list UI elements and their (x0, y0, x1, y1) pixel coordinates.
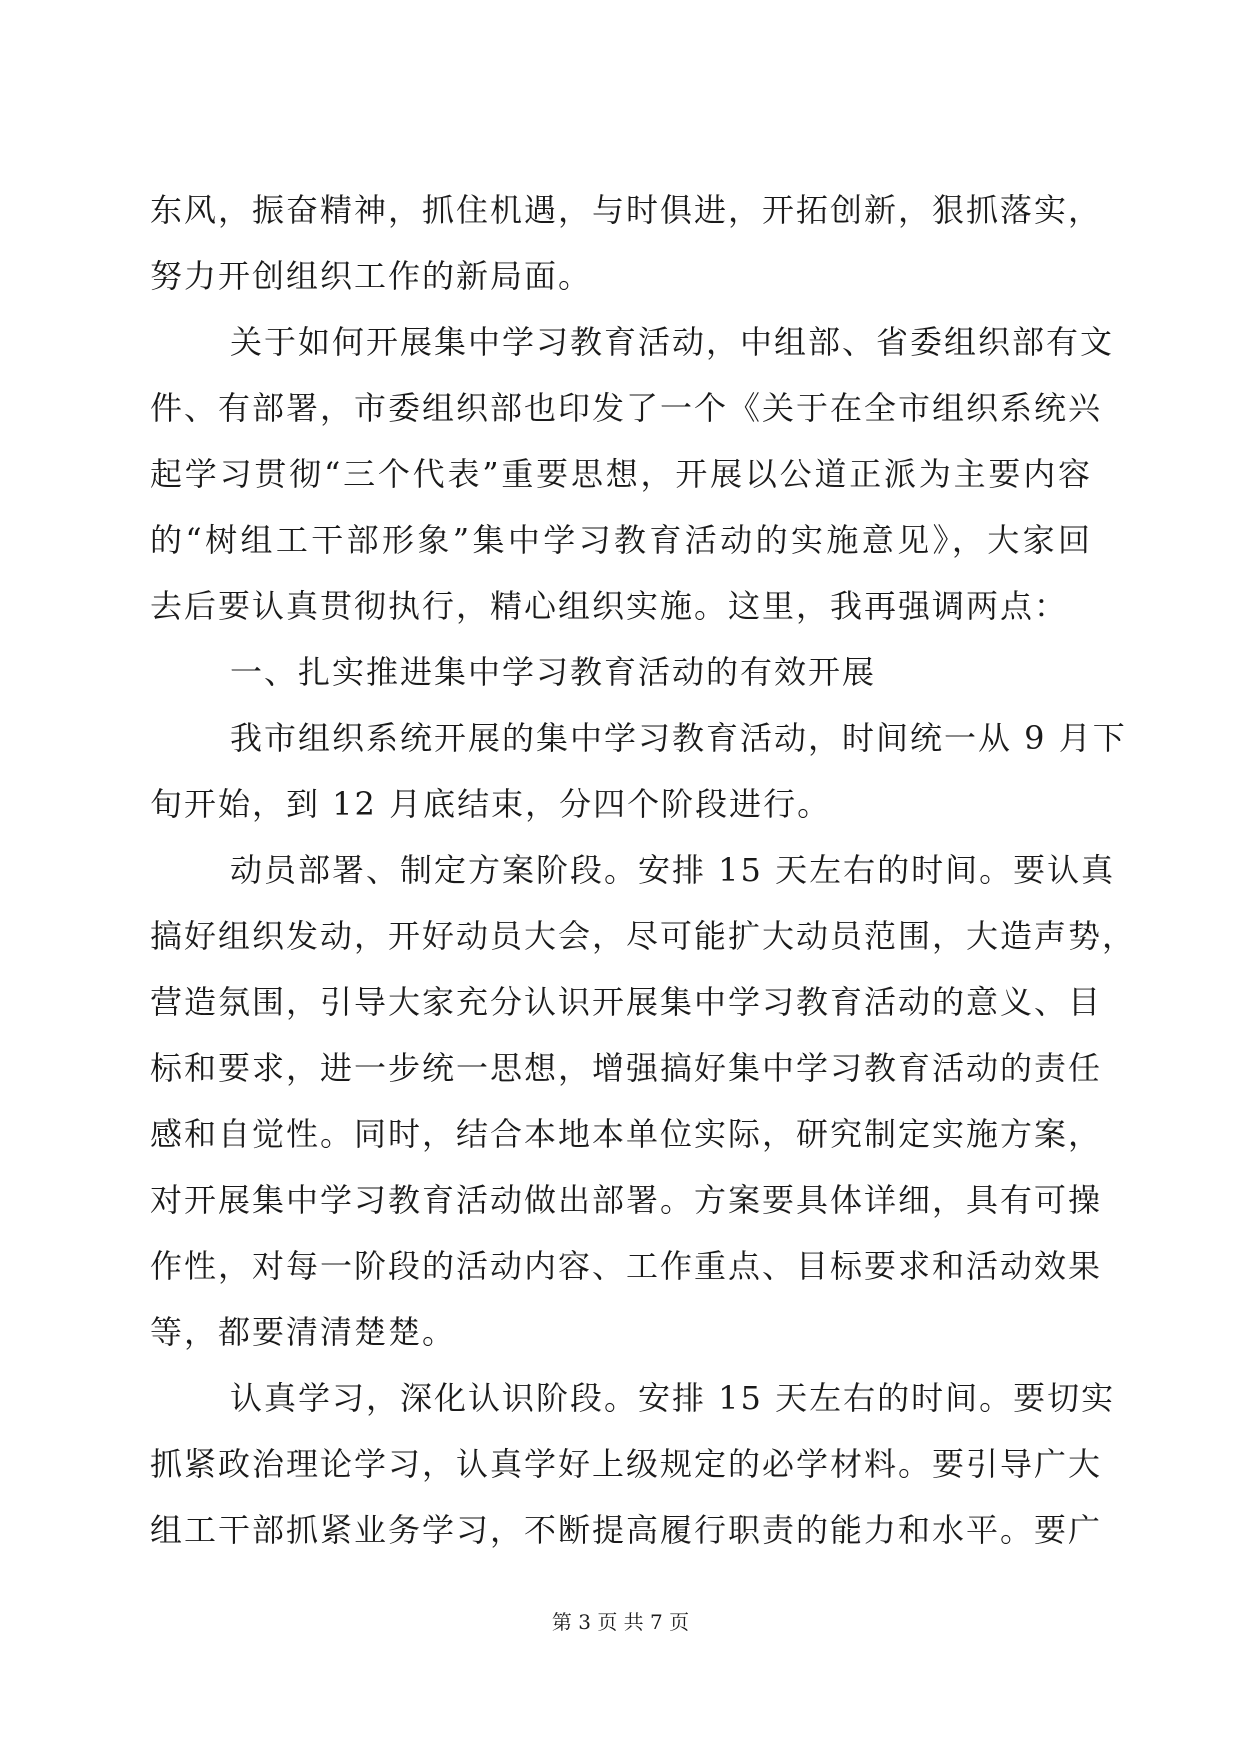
text-line: 东风，振奋精神，抓住机遇，与时俱进，开拓创新，狠抓落实， (150, 191, 1103, 229)
text-line: 等，都要清清楚楚。 (150, 1313, 457, 1351)
text-line: 旬开始，到 12 月底结束，分四个阶段进行。 (150, 785, 832, 823)
text-line: 去后要认真贯彻执行，精心组织实施。这里，我再强调两点： (150, 587, 1069, 625)
text-line: 搞好组织发动，开好动员大会，尽可能扩大动员范围，大造声势， (150, 917, 1137, 955)
text-line: 的“树组工干部形象”集中学习教育活动的实施意见》，大家回 (150, 521, 1092, 559)
text-line: 组工干部抓紧业务学习，不断提高履行职责的能力和水平。要广 (150, 1511, 1103, 1549)
text-line: 努力开创组织工作的新局面。 (150, 257, 593, 295)
text-line: 感和自觉性。同时，结合本地本单位实际，研究制定实施方案， (150, 1115, 1103, 1153)
text-line: 件、有部署，市委组织部也印发了一个《关于在全市组织系统兴 (150, 389, 1103, 427)
text-line: 动员部署、制定方案阶段。安排 15 天左右的时间。要认真 (230, 851, 1116, 889)
page-number: 第 3 页 共 7 页 (551, 1610, 690, 1634)
text-line: 作性，对每一阶段的活动内容、工作重点、目标要求和活动效果 (150, 1247, 1103, 1285)
section-heading: 一、扎实推进集中学习教育活动的有效开展 (230, 653, 877, 691)
text-line: 起学习贯彻“三个代表”重要思想，开展以公道正派为主要内容 (150, 455, 1092, 493)
text-line: 营造氛围，引导大家充分认识开展集中学习教育活动的意义、目 (150, 983, 1103, 1021)
text-line: 我市组织系统开展的集中学习教育活动，时间统一从 9 月下 (230, 719, 1127, 757)
text-line: 抓紧政治理论学习，认真学好上级规定的必学材料。要引导广大 (150, 1445, 1103, 1483)
text-line: 对开展集中学习教育活动做出部署。方案要具体详细，具有可操 (150, 1181, 1103, 1219)
text-line: 标和要求，进一步统一思想，增强搞好集中学习教育活动的责任 (150, 1049, 1103, 1087)
text-line: 认真学习，深化认识阶段。安排 15 天左右的时间。要切实 (230, 1379, 1116, 1417)
document-body (150, 177, 1137, 1563)
text-line: 关于如何开展集中学习教育活动，中组部、省委组织部有文 (230, 323, 1115, 361)
